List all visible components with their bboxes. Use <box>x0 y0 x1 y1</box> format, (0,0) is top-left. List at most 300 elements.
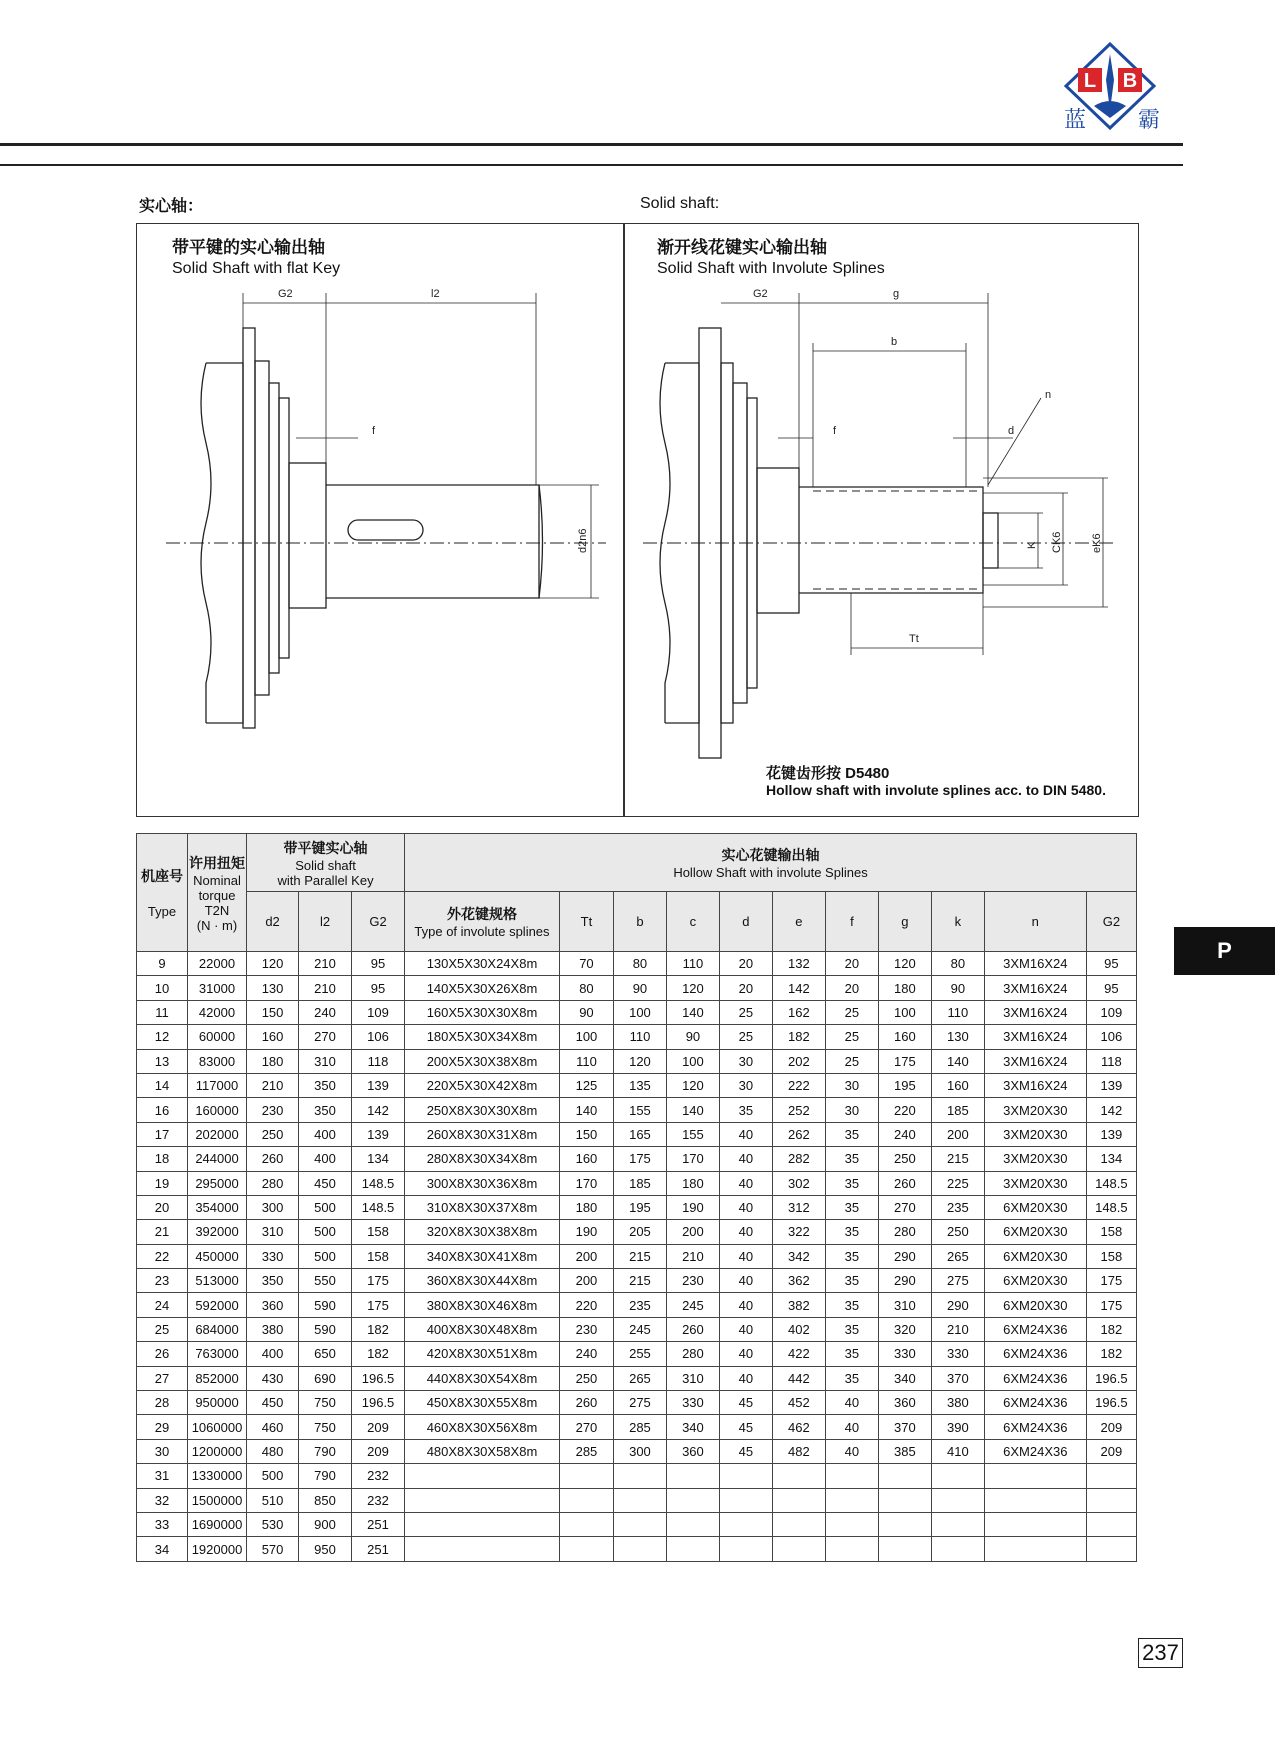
table-cell: 252 <box>772 1098 825 1122</box>
table-cell <box>825 1488 878 1512</box>
table-row <box>137 1439 1137 1463</box>
table-cell: 400 <box>247 1342 299 1366</box>
table-cell: 790 <box>299 1464 352 1488</box>
table-cell: 6XM24X36 <box>984 1317 1086 1341</box>
table-cell: 27 <box>137 1366 188 1390</box>
table-cell: 750 <box>299 1415 352 1439</box>
dim-g-label: g <box>893 288 900 300</box>
table-cell: 350 <box>247 1269 299 1293</box>
table-cell: 175 <box>1086 1293 1136 1317</box>
table-cell: 285 <box>559 1439 613 1463</box>
table-cell: 24 <box>137 1293 188 1317</box>
table-cell: 35 <box>719 1098 772 1122</box>
table-cell: 100 <box>666 1049 719 1073</box>
table-cell: 280X8X30X34X8m <box>405 1147 560 1171</box>
table-cell <box>931 1512 984 1536</box>
table-cell: 250 <box>931 1220 984 1244</box>
table-cell: 185 <box>613 1171 666 1195</box>
table-cell <box>931 1537 984 1561</box>
header-rule-top <box>0 143 1183 146</box>
table-cell: 215 <box>613 1269 666 1293</box>
table-cell: 90 <box>931 976 984 1000</box>
section-title-en: Solid shaft: <box>640 195 720 212</box>
table-cell: 22000 <box>187 952 246 976</box>
dim-k-label: K <box>1026 541 1038 549</box>
table-cell: 139 <box>352 1122 405 1146</box>
table-cell: 300X8X30X36X8m <box>405 1171 560 1195</box>
table-cell: 382 <box>772 1293 825 1317</box>
table-cell: 109 <box>1086 1000 1136 1024</box>
table-cell: 182 <box>352 1317 405 1341</box>
table-cell: 196.5 <box>1086 1366 1136 1390</box>
th-e: e <box>772 892 825 952</box>
table-cell: 25 <box>825 1000 878 1024</box>
table-cell: 20 <box>137 1195 188 1219</box>
table-cell: 320 <box>878 1317 931 1341</box>
table-cell: 14 <box>137 1073 188 1097</box>
table-cell: 310 <box>878 1293 931 1317</box>
table-cell: 26 <box>137 1342 188 1366</box>
table-cell: 30 <box>825 1073 878 1097</box>
table-cell: 118 <box>1086 1049 1136 1073</box>
table-cell: 330 <box>247 1244 299 1268</box>
table-cell: 196.5 <box>1086 1391 1136 1415</box>
table-cell: 160 <box>878 1025 931 1049</box>
table-cell: 35 <box>825 1244 878 1268</box>
table-cell: 160X5X30X30X8m <box>405 1000 560 1024</box>
table-cell: 380 <box>247 1317 299 1341</box>
table-cell: 120 <box>666 1073 719 1097</box>
table-cell: 140 <box>666 1000 719 1024</box>
table-cell: 3XM16X24 <box>984 1073 1086 1097</box>
table-cell: 6XM24X36 <box>984 1391 1086 1415</box>
table-cell: 11 <box>137 1000 188 1024</box>
shaft-end-pilot <box>983 513 998 568</box>
table-cell: 270 <box>878 1195 931 1219</box>
table-cell: 452 <box>772 1391 825 1415</box>
spline-note-en: Hollow shaft with involute splines acc. to DIN 5480. <box>766 782 1106 798</box>
table-cell: 118 <box>352 1049 405 1073</box>
table-cell: 280 <box>247 1171 299 1195</box>
table-cell: 30 <box>719 1049 772 1073</box>
table-cell <box>666 1488 719 1512</box>
table-row <box>137 1195 1137 1219</box>
table-cell: 320X8X30X38X8m <box>405 1220 560 1244</box>
spec-table <box>136 833 1137 1562</box>
table-cell: 350 <box>299 1098 352 1122</box>
table-cell: 30 <box>825 1098 878 1122</box>
table-cell: 100 <box>559 1025 613 1049</box>
table-cell: 23 <box>137 1269 188 1293</box>
table-cell: 21 <box>137 1220 188 1244</box>
table-cell: 255 <box>613 1342 666 1366</box>
table-cell: 215 <box>931 1147 984 1171</box>
table-cell: 340 <box>666 1415 719 1439</box>
table-cell: 330 <box>878 1342 931 1366</box>
panel-right-title-cn: 渐开线花键实心输出轴 <box>657 238 827 257</box>
th-c: c <box>666 892 719 952</box>
table-cell <box>825 1464 878 1488</box>
table-cell: 148.5 <box>1086 1171 1136 1195</box>
table-cell: 42000 <box>187 1000 246 1024</box>
table-cell: 210 <box>931 1317 984 1341</box>
table-cell <box>772 1488 825 1512</box>
table-cell: 3XM20X30 <box>984 1098 1086 1122</box>
table-cell <box>1086 1488 1136 1512</box>
table-cell: 852000 <box>187 1366 246 1390</box>
table-cell: 280 <box>666 1342 719 1366</box>
table-cell: 40 <box>719 1293 772 1317</box>
table-cell: 182 <box>352 1342 405 1366</box>
dim-g2-label: G2 <box>278 288 293 300</box>
th-d: d <box>719 892 772 952</box>
th-g2: G2 <box>352 892 405 952</box>
table-cell: 120 <box>247 952 299 976</box>
table-cell: 210 <box>247 1073 299 1097</box>
th-torque: 许用扭矩 Nominal torque T2N (N · m) <box>187 834 246 952</box>
table-cell: 95 <box>1086 976 1136 1000</box>
table-cell: 260 <box>247 1147 299 1171</box>
table-cell: 390 <box>931 1415 984 1439</box>
table-cell <box>931 1464 984 1488</box>
table-cell: 430 <box>247 1366 299 1390</box>
table-cell: 20 <box>719 952 772 976</box>
table-cell: 6XM24X36 <box>984 1439 1086 1463</box>
table-cell: 35 <box>825 1317 878 1341</box>
table-row <box>137 1317 1137 1341</box>
table-cell: 209 <box>1086 1439 1136 1463</box>
table-cell <box>666 1464 719 1488</box>
shaft-shoulder <box>757 468 799 613</box>
table-cell: 210 <box>666 1244 719 1268</box>
table-cell <box>984 1537 1086 1561</box>
table-cell <box>666 1537 719 1561</box>
table-cell: 270 <box>559 1415 613 1439</box>
table-row <box>137 1512 1137 1536</box>
table-cell: 500 <box>299 1244 352 1268</box>
table-cell: 220X5X30X42X8m <box>405 1073 560 1097</box>
table-cell: 30 <box>719 1073 772 1097</box>
table-cell: 3XM20X30 <box>984 1171 1086 1195</box>
shaft-body <box>326 485 539 598</box>
table-cell: 202 <box>772 1049 825 1073</box>
table-cell: 590 <box>299 1293 352 1317</box>
table-cell: 1060000 <box>187 1415 246 1439</box>
table-cell: 182 <box>1086 1342 1136 1366</box>
table-cell: 117000 <box>187 1073 246 1097</box>
table-cell: 40 <box>719 1147 772 1171</box>
table-cell: 18 <box>137 1147 188 1171</box>
table-cell: 360 <box>666 1439 719 1463</box>
logo-cn-left: 蓝 <box>1064 108 1087 133</box>
table-cell: 155 <box>666 1122 719 1146</box>
table-cell: 240 <box>299 1000 352 1024</box>
table-cell: 90 <box>613 976 666 1000</box>
panel-left-title-en: Solid Shaft with flat Key <box>172 260 341 277</box>
table-cell: 155 <box>613 1098 666 1122</box>
table-cell: 40 <box>719 1244 772 1268</box>
table-cell: 35 <box>825 1269 878 1293</box>
table-cell <box>719 1464 772 1488</box>
table-cell: 290 <box>931 1293 984 1317</box>
table-cell: 232 <box>352 1488 405 1512</box>
table-cell: 480X8X30X58X8m <box>405 1439 560 1463</box>
table-row <box>137 1366 1137 1390</box>
table-cell: 6XM24X36 <box>984 1415 1086 1439</box>
th-n: n <box>984 892 1086 952</box>
table-cell: 106 <box>352 1025 405 1049</box>
table-cell: 40 <box>719 1171 772 1195</box>
th-hollow-shaft: 实心花键输出轴 Hollow Shaft with involute Splines <box>405 834 1137 892</box>
table-cell: 150 <box>559 1122 613 1146</box>
table-cell: 3XM16X24 <box>984 1049 1086 1073</box>
table-cell: 205 <box>613 1220 666 1244</box>
table-cell: 30 <box>137 1439 188 1463</box>
table-cell: 330 <box>931 1342 984 1366</box>
table-cell: 244000 <box>187 1147 246 1171</box>
table-cell: 160 <box>559 1147 613 1171</box>
table-cell: 340X8X30X41X8m <box>405 1244 560 1268</box>
dim-tt-label: Tt <box>909 633 919 645</box>
table-cell: 10 <box>137 976 188 1000</box>
table-cell: 3XM20X30 <box>984 1122 1086 1146</box>
flat-key-shaft-drawing <box>136 223 623 815</box>
table-cell: 190 <box>666 1195 719 1219</box>
table-cell: 106 <box>1086 1025 1136 1049</box>
th-d2: d2 <box>247 892 299 952</box>
table-cell <box>613 1488 666 1512</box>
th-l2: l2 <box>299 892 352 952</box>
table-cell: 140X5X30X26X8m <box>405 976 560 1000</box>
table-cell: 200 <box>666 1220 719 1244</box>
table-cell: 3XM16X24 <box>984 1025 1086 1049</box>
table-cell: 40 <box>719 1317 772 1341</box>
table-cell: 385 <box>878 1439 931 1463</box>
table-cell: 650 <box>299 1342 352 1366</box>
table-cell: 80 <box>613 952 666 976</box>
table-cell: 25 <box>825 1025 878 1049</box>
table-cell: 450 <box>247 1391 299 1415</box>
page-number: 237 <box>1138 1638 1183 1668</box>
table-cell: 6XM20X30 <box>984 1220 1086 1244</box>
table-cell: 142 <box>1086 1098 1136 1122</box>
table-cell: 6XM20X30 <box>984 1293 1086 1317</box>
table-cell: 200 <box>559 1269 613 1293</box>
table-cell: 6XM24X36 <box>984 1342 1086 1366</box>
table-cell: 342 <box>772 1244 825 1268</box>
table-cell: 360 <box>247 1293 299 1317</box>
table-cell: 590 <box>299 1317 352 1341</box>
table-cell: 196.5 <box>352 1366 405 1390</box>
table-cell: 185 <box>931 1098 984 1122</box>
flange-step-2 <box>269 383 279 673</box>
table-cell: 35 <box>825 1366 878 1390</box>
table-cell: 80 <box>559 976 613 1000</box>
table-cell: 265 <box>613 1366 666 1390</box>
table-cell: 592000 <box>187 1293 246 1317</box>
table-cell: 148.5 <box>1086 1195 1136 1219</box>
table-cell: 3XM20X30 <box>984 1147 1086 1171</box>
flange-plate <box>243 328 255 728</box>
table-cell: 9 <box>137 952 188 976</box>
table-cell: 200X5X30X38X8m <box>405 1049 560 1073</box>
table-cell: 245 <box>666 1293 719 1317</box>
table-row <box>137 1073 1137 1097</box>
table-cell: 684000 <box>187 1317 246 1341</box>
table-cell: 35 <box>825 1342 878 1366</box>
table-cell: 110 <box>613 1025 666 1049</box>
logo-cn-right: 霸 <box>1137 108 1160 133</box>
table-cell: 130 <box>931 1025 984 1049</box>
table-cell: 350 <box>299 1073 352 1097</box>
table-cell: 400 <box>299 1122 352 1146</box>
table-row <box>137 1342 1137 1366</box>
table-cell: 3XM16X24 <box>984 1000 1086 1024</box>
table-cell: 215 <box>613 1244 666 1268</box>
table-cell: 40 <box>825 1415 878 1439</box>
table-cell: 250X8X30X30X8m <box>405 1098 560 1122</box>
table-cell: 510 <box>247 1488 299 1512</box>
table-cell: 302 <box>772 1171 825 1195</box>
table-cell: 135 <box>613 1073 666 1097</box>
table-cell: 210 <box>299 976 352 1000</box>
table-cell <box>878 1537 931 1561</box>
table-cell: 95 <box>352 976 405 1000</box>
table-cell: 120 <box>613 1049 666 1073</box>
table-cell: 139 <box>352 1073 405 1097</box>
table-cell: 130X5X30X24X8m <box>405 952 560 976</box>
table-cell <box>1086 1464 1136 1488</box>
table-cell: 100 <box>613 1000 666 1024</box>
section-title-cn: 实心轴： <box>139 198 204 215</box>
table-cell: 250 <box>247 1122 299 1146</box>
table-cell: 280 <box>878 1220 931 1244</box>
table-cell: 362 <box>772 1269 825 1293</box>
table-cell: 40 <box>719 1122 772 1146</box>
table-cell: 290 <box>878 1244 931 1268</box>
table-cell: 6XM20X30 <box>984 1195 1086 1219</box>
table-cell: 90 <box>666 1025 719 1049</box>
table-cell: 180 <box>559 1195 613 1219</box>
table-cell: 1330000 <box>187 1464 246 1488</box>
table-cell: 275 <box>931 1269 984 1293</box>
table-cell: 6XM24X36 <box>984 1366 1086 1390</box>
table-row <box>137 1171 1137 1195</box>
table-cell: 330 <box>666 1391 719 1415</box>
table-cell: 40 <box>719 1195 772 1219</box>
table-cell: 322 <box>772 1220 825 1244</box>
table-cell: 70 <box>559 952 613 976</box>
table-cell: 262 <box>772 1122 825 1146</box>
panel-right-title-en: Solid Shaft with Involute Splines <box>657 260 885 277</box>
table-cell: 19 <box>137 1171 188 1195</box>
spline-shaft-body <box>799 487 983 593</box>
table-cell: 134 <box>1086 1147 1136 1171</box>
table-cell: 110 <box>559 1049 613 1073</box>
th-solid-shaft: 带平键实心轴 Solid shaft with Parallel Key <box>247 834 405 892</box>
table-cell: 250 <box>559 1366 613 1390</box>
table-cell: 34 <box>137 1537 188 1561</box>
table-cell: 35 <box>825 1171 878 1195</box>
table-cell: 230 <box>666 1269 719 1293</box>
table-cell: 285 <box>613 1415 666 1439</box>
table-cell: 60000 <box>187 1025 246 1049</box>
th-b: b <box>613 892 666 952</box>
table-cell: 295000 <box>187 1171 246 1195</box>
table-cell <box>984 1464 1086 1488</box>
table-cell: 90 <box>559 1000 613 1024</box>
table-cell: 148.5 <box>352 1171 405 1195</box>
table-cell: 175 <box>352 1293 405 1317</box>
table-cell: 950000 <box>187 1391 246 1415</box>
dim-d2-label: d2n6 <box>577 528 589 553</box>
svg-text:L: L <box>1083 70 1097 92</box>
table-cell: 142 <box>352 1098 405 1122</box>
table-cell <box>719 1512 772 1536</box>
table-cell <box>825 1512 878 1536</box>
table-cell: 400X8X30X48X8m <box>405 1317 560 1341</box>
table-cell: 232 <box>352 1464 405 1488</box>
table-cell: 450 <box>299 1171 352 1195</box>
table-cell: 160000 <box>187 1098 246 1122</box>
table-cell: 763000 <box>187 1342 246 1366</box>
table-cell: 35 <box>825 1122 878 1146</box>
table-cell: 209 <box>352 1439 405 1463</box>
table-cell: 260X8X30X31X8m <box>405 1122 560 1146</box>
table-cell: 950 <box>299 1537 352 1561</box>
table-cell: 95 <box>1086 952 1136 976</box>
table-cell: 20 <box>825 952 878 976</box>
table-cell <box>878 1512 931 1536</box>
flange-step-3 <box>279 398 289 658</box>
table-cell: 132 <box>772 952 825 976</box>
table-cell: 460X8X30X56X8m <box>405 1415 560 1439</box>
table-row <box>137 976 1137 1000</box>
table-cell: 340 <box>878 1366 931 1390</box>
table-cell: 139 <box>1086 1073 1136 1097</box>
table-cell: 690 <box>299 1366 352 1390</box>
table-cell <box>719 1537 772 1561</box>
table-cell: 6XM20X30 <box>984 1269 1086 1293</box>
table-cell: 310 <box>666 1366 719 1390</box>
table-cell: 80 <box>931 952 984 976</box>
table-cell: 20 <box>719 976 772 1000</box>
table-cell: 140 <box>666 1098 719 1122</box>
table-cell: 33 <box>137 1512 188 1536</box>
table-row <box>137 1269 1137 1293</box>
table-row <box>137 952 1137 976</box>
table-cell: 40 <box>719 1366 772 1390</box>
table-cell <box>613 1464 666 1488</box>
table-cell: 380X8X30X46X8m <box>405 1293 560 1317</box>
table-cell: 209 <box>1086 1415 1136 1439</box>
key-slot <box>348 520 423 540</box>
table-cell: 170 <box>559 1171 613 1195</box>
table-cell <box>878 1488 931 1512</box>
spline-note-cn: 花键齿形按 D5480 <box>766 765 890 782</box>
table-cell <box>984 1512 1086 1536</box>
table-cell: 260 <box>878 1171 931 1195</box>
table-cell: 40 <box>825 1439 878 1463</box>
table-cell: 235 <box>931 1195 984 1219</box>
table-cell: 120 <box>666 976 719 1000</box>
table-cell: 35 <box>825 1293 878 1317</box>
table-row <box>137 1000 1137 1024</box>
flange-step-1 <box>255 361 269 695</box>
table-cell <box>405 1488 560 1512</box>
table-cell: 500 <box>299 1195 352 1219</box>
table-cell <box>559 1512 613 1536</box>
